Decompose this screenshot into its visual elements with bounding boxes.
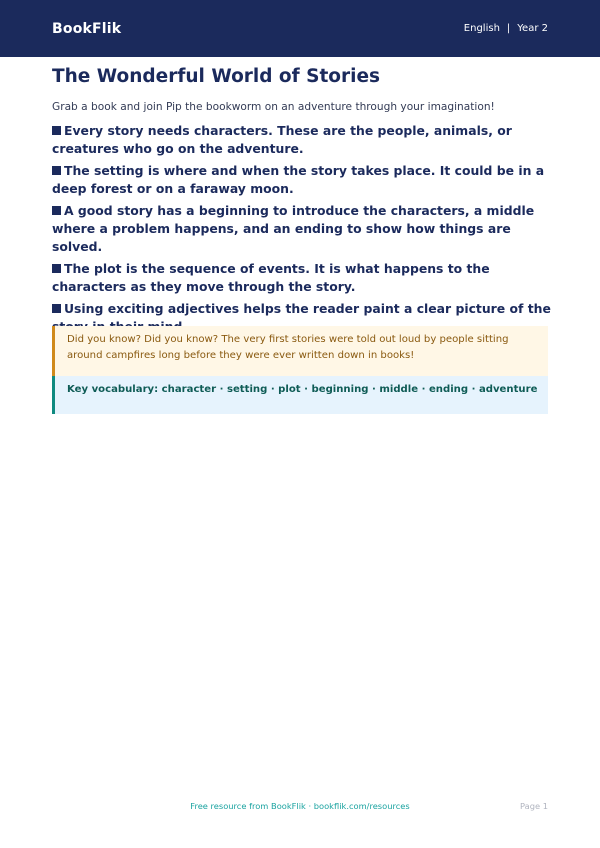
brand-logo[interactable]: BookFlik xyxy=(52,20,122,37)
did-you-know-callout xyxy=(52,326,548,376)
page-title: The Wonderful World of Stories xyxy=(52,66,381,87)
square-bullet-icon xyxy=(52,264,61,273)
subject-label: English xyxy=(463,23,500,34)
level-label: Year 2 xyxy=(517,23,548,34)
list-item xyxy=(52,122,552,158)
point-text: The setting is where and when the story takes place. It could be in a deep forest or on a faraway moon. xyxy=(52,163,545,196)
point-text: Every story needs characters. These are the people, animals, or creatures who go on the adventure. xyxy=(52,123,512,156)
intro-text: Grab a book and join Pip the bookworm on an adventure through your imagination! xyxy=(52,101,495,113)
page-footer xyxy=(52,801,548,815)
list-item xyxy=(52,162,552,198)
square-bullet-icon xyxy=(52,304,61,313)
vocab-text: Key vocabulary: character · setting · plot · beginning · middle · ending · adventure xyxy=(67,384,538,395)
point-text: The plot is the sequence of events. It is what happens to the characters as they move through the story. xyxy=(52,261,490,294)
list-item xyxy=(52,260,552,296)
point-text: Using exciting adjectives helps the reader paint a clear picture of the xyxy=(64,301,551,316)
square-bullet-icon xyxy=(52,206,61,215)
square-bullet-icon xyxy=(52,166,61,175)
square-bullet-icon xyxy=(52,126,61,135)
fact-text: Did you know? Did you know? The very first stories were told out loud by people sitting around campfires long before they were ever written down in books! xyxy=(67,334,509,361)
page-header xyxy=(0,0,600,57)
page-number: Page 1 xyxy=(519,801,548,811)
meta-separator: | xyxy=(506,23,511,34)
footer-credit-link[interactable]: Free resource from BookFlik · bookflik.com/resources xyxy=(190,801,410,811)
key-points-list xyxy=(52,122,552,340)
list-item xyxy=(52,202,552,256)
key-vocabulary-box xyxy=(52,376,548,414)
point-text: A good story has a beginning to introduce the characters, a middle where a problem happens, and an ending to show how things are solved. xyxy=(52,203,535,254)
subject-level xyxy=(464,23,548,34)
